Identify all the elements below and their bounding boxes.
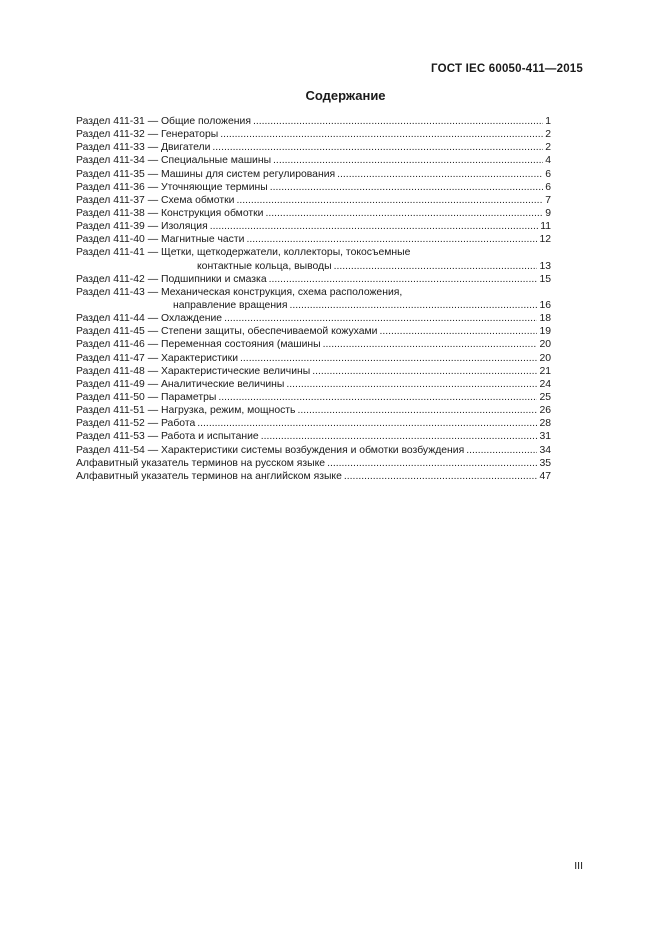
- toc-entry[interactable]: [76, 417, 551, 430]
- toc-entry-page: 20: [539, 339, 551, 351]
- toc-entry-page: 9: [545, 207, 551, 219]
- toc-leader-dots: [246, 233, 537, 246]
- toc-entry-page: 2: [545, 142, 551, 154]
- toc-leader-dots: [312, 365, 537, 378]
- page-number: III: [574, 860, 583, 872]
- toc-entry-page: 15: [539, 273, 551, 285]
- page-title: Содержание: [305, 88, 386, 103]
- toc-entry[interactable]: [76, 365, 551, 378]
- toc-entry-title: Алфавитный указатель терминов на английском языке: [76, 470, 342, 482]
- toc-entry-title: Раздел 411-46 — Переменная состояния (машины: [76, 339, 321, 351]
- toc-entry-title: Раздел 411-37 — Схема обмотки: [76, 194, 235, 206]
- toc-leader-dots: [273, 154, 543, 167]
- toc-entry-page: 6: [545, 181, 551, 193]
- toc-entry-page: 25: [539, 391, 551, 403]
- toc-leader-dots: [224, 312, 537, 325]
- toc-leader-dots: [337, 168, 543, 181]
- table-of-contents: [76, 115, 551, 483]
- toc-entry[interactable]: [76, 457, 551, 470]
- toc-leader-dots: [334, 260, 538, 273]
- toc-entry-title: Раздел 411-44 — Охлаждение: [76, 313, 223, 325]
- toc-leader-dots: [344, 470, 538, 483]
- toc-entry-page: 35: [539, 457, 551, 469]
- toc-entry-title: Раздел 411-32 — Генераторы: [76, 129, 219, 141]
- toc-entry-page: 28: [539, 418, 551, 430]
- toc-entry[interactable]: [76, 141, 551, 154]
- toc-entry-page: 18: [539, 313, 551, 325]
- toc-entry-page: 13: [539, 260, 551, 272]
- toc-leader-dots: [220, 128, 543, 141]
- toc-leader-dots: [286, 378, 537, 391]
- toc-leader-dots: [197, 417, 537, 430]
- toc-entry-title: Раздел 411-51 — Нагрузка, режим, мощность: [76, 405, 296, 417]
- document-id: ГОСТ IEC 60050-411—2015: [431, 63, 583, 75]
- toc-entry-title: Раздел 411-39 — Изоляция: [76, 221, 208, 233]
- toc-entry[interactable]: [76, 404, 551, 417]
- toc-entry-title: Раздел 411-31 — Общие положения: [76, 116, 251, 127]
- toc-entry-page: 26: [539, 405, 551, 417]
- toc-entry[interactable]: [76, 325, 551, 338]
- toc-entry-page: 2: [545, 129, 551, 141]
- toc-entry-page: 1: [545, 116, 551, 127]
- toc-entry[interactable]: [76, 168, 551, 181]
- toc-entry-title: Раздел 411-49 — Аналитические величины: [76, 378, 285, 390]
- toc-entry-title: Раздел 411-53 — Работа и испытание: [76, 431, 259, 443]
- toc-entry-title: Раздел 411-52 — Работа: [76, 418, 196, 430]
- toc-entry-page: 16: [539, 299, 551, 311]
- toc-leader-dots: [379, 325, 537, 338]
- toc-entry-page: 4: [545, 155, 551, 167]
- toc-leader-dots: [212, 141, 543, 154]
- toc-entry-page: 20: [539, 352, 551, 364]
- toc-leader-dots: [466, 444, 537, 457]
- toc-leader-dots: [290, 299, 538, 312]
- toc-entry-title: Раздел 411-33 — Двигатели: [76, 142, 211, 154]
- toc-entry-title: Раздел 411-40 — Магнитные части: [76, 234, 245, 246]
- toc-leader-dots: [240, 352, 537, 365]
- toc-entry-page: 7: [545, 194, 551, 206]
- toc-entry[interactable]: [76, 246, 551, 272]
- toc-leader-dots: [269, 273, 538, 286]
- toc-entry[interactable]: [76, 220, 551, 233]
- toc-entry-page: 31: [539, 431, 551, 443]
- toc-leader-dots: [327, 457, 537, 470]
- toc-entry-page: 47: [539, 470, 551, 482]
- toc-entry-title: Раздел 411-36 — Уточняющие термины: [76, 181, 268, 193]
- toc-entry[interactable]: [76, 312, 551, 325]
- toc-entry-title: Раздел 411-50 — Параметры: [76, 391, 217, 403]
- toc-entry[interactable]: [76, 391, 551, 404]
- toc-entry-title: контактные кольца, выводы: [197, 260, 332, 272]
- toc-entry-page: 21: [539, 365, 551, 377]
- toc-entry-title: направление вращения: [173, 299, 288, 311]
- toc-leader-dots: [270, 181, 544, 194]
- toc-leader-dots: [218, 391, 537, 404]
- toc-entry[interactable]: [76, 470, 551, 483]
- toc-entry[interactable]: [76, 352, 551, 365]
- toc-entry-page: 12: [539, 234, 551, 246]
- toc-entry[interactable]: [76, 286, 551, 312]
- toc-leader-dots: [253, 115, 543, 128]
- toc-entry[interactable]: [76, 338, 551, 351]
- toc-entry-title: Раздел 411-45 — Степени защиты, обеспечиваемой кожухами: [76, 326, 378, 338]
- toc-entry-page: 6: [545, 168, 551, 180]
- toc-entry-title: Раздел 411-43 — Механическая конструкция, схема расположения,: [76, 286, 403, 298]
- toc-entry[interactable]: [76, 430, 551, 443]
- toc-entry-title: Раздел 411-48 — Характеристические величины: [76, 365, 311, 377]
- toc-entry-title: Раздел 411-38 — Конструкция обмотки: [76, 207, 264, 219]
- toc-entry[interactable]: [76, 128, 551, 141]
- toc-entry-title: Раздел 411-35 — Машины для систем регулирования: [76, 168, 336, 180]
- toc-leader-dots: [261, 430, 538, 443]
- toc-entry[interactable]: [76, 444, 551, 457]
- toc-leader-dots: [210, 220, 538, 233]
- toc-leader-dots: [265, 207, 543, 220]
- toc-entry-title: Раздел 411-41 — Щетки, щеткодержатели, коллекторы, токосъемные: [76, 247, 411, 259]
- toc-entry-title: Раздел 411-42 — Подшипники и смазка: [76, 273, 267, 285]
- toc-entry[interactable]: [76, 207, 551, 220]
- toc-entry[interactable]: [76, 378, 551, 391]
- toc-entry[interactable]: [76, 194, 551, 207]
- toc-leader-dots: [323, 338, 538, 351]
- toc-entry[interactable]: [76, 115, 551, 128]
- toc-entry[interactable]: [76, 233, 551, 246]
- toc-entry-title: Алфавитный указатель терминов на русском языке: [76, 457, 326, 469]
- toc-entry-title: Раздел 411-47 — Характеристики: [76, 352, 239, 364]
- toc-entry-page: 34: [539, 444, 551, 456]
- toc-entry-page: 19: [539, 326, 551, 338]
- toc-leader-dots: [297, 404, 537, 417]
- toc-entry-title: Раздел 411-34 — Специальные машины: [76, 155, 272, 167]
- toc-entry-page: 11: [540, 221, 551, 233]
- toc-entry[interactable]: [76, 273, 551, 286]
- toc-entry-page: 24: [539, 378, 551, 390]
- toc-entry-title: Раздел 411-54 — Характеристики системы возбуждения и обмотки возбуждения: [76, 444, 465, 456]
- toc-entry[interactable]: [76, 154, 551, 167]
- toc-entry[interactable]: [76, 181, 551, 194]
- toc-leader-dots: [236, 194, 543, 207]
